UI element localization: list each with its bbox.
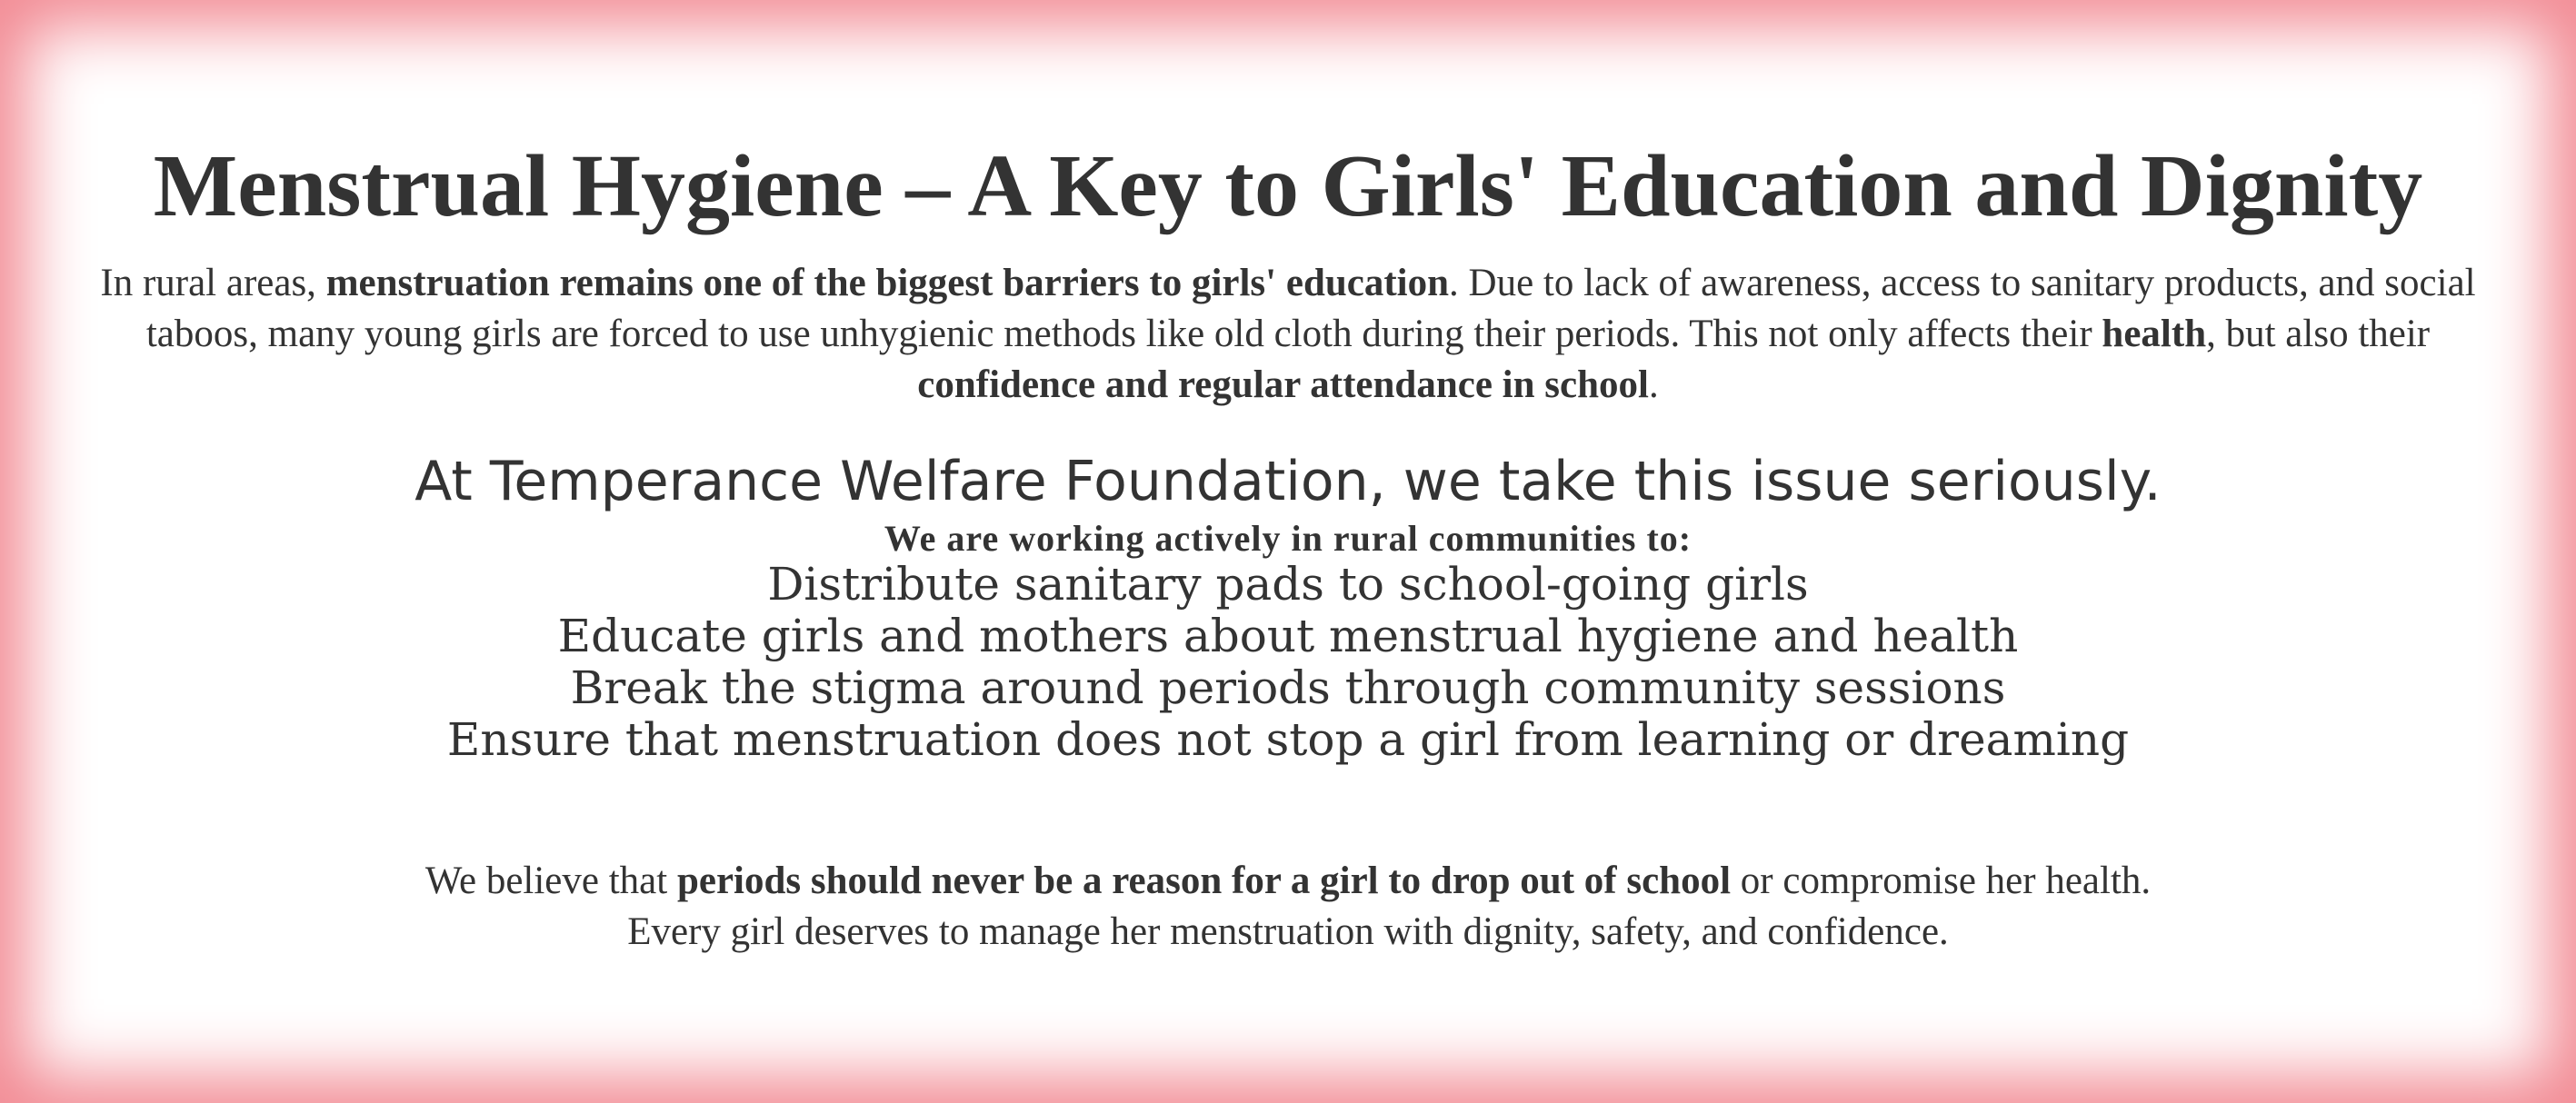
action-item: Ensure that menstruation does not stop a girl from learning or dreaming	[446, 713, 2130, 766]
belief-text-1: We believe that	[424, 860, 677, 902]
belief-line-2: Every girl deserves to manage her menstruation with dignity, safety, and confidence.	[627, 910, 1949, 953]
intro-emphasis-confidence: confidence and regular attendance in school	[917, 363, 1649, 406]
intro-text-3: , but also their	[2206, 313, 2431, 355]
mission-statement: At Temperance Welfare Foundation, we take this issue seriously.	[414, 450, 2162, 513]
belief-text-2: or compromise her health.	[1731, 860, 2152, 902]
belief-emphasis: periods should never be a reason for a girl to drop out of school	[676, 860, 1732, 902]
intro-text-4: .	[1648, 363, 1659, 406]
intro-emphasis-barriers: menstruation remains one of the biggest barriers to girls' education	[325, 262, 1450, 304]
intro-paragraph	[100, 258, 2476, 411]
working-heading: We are working actively in rural communities to:	[884, 518, 1692, 559]
action-item: Educate girls and mothers about menstrual hygiene and health	[557, 610, 2019, 662]
intro-emphasis-health: health	[2102, 313, 2207, 355]
intro-text-1: In rural areas,	[100, 262, 326, 304]
page-title: Menstrual Hygiene – A Key to Girls' Education and Dignity	[153, 137, 2423, 235]
action-item: Break the stigma around periods through community sessions	[570, 661, 2006, 714]
intro-text-2: . Due to lack of awareness, access to sanitary products, and social taboos, many young girls are forced to use unhygienic methods like old cloth during their periods. This not only affects their	[145, 262, 2476, 355]
actions-list	[0, 559, 2576, 766]
belief-paragraph	[100, 856, 2476, 958]
action-item: Distribute sanitary pads to school-going girls	[767, 558, 1809, 611]
